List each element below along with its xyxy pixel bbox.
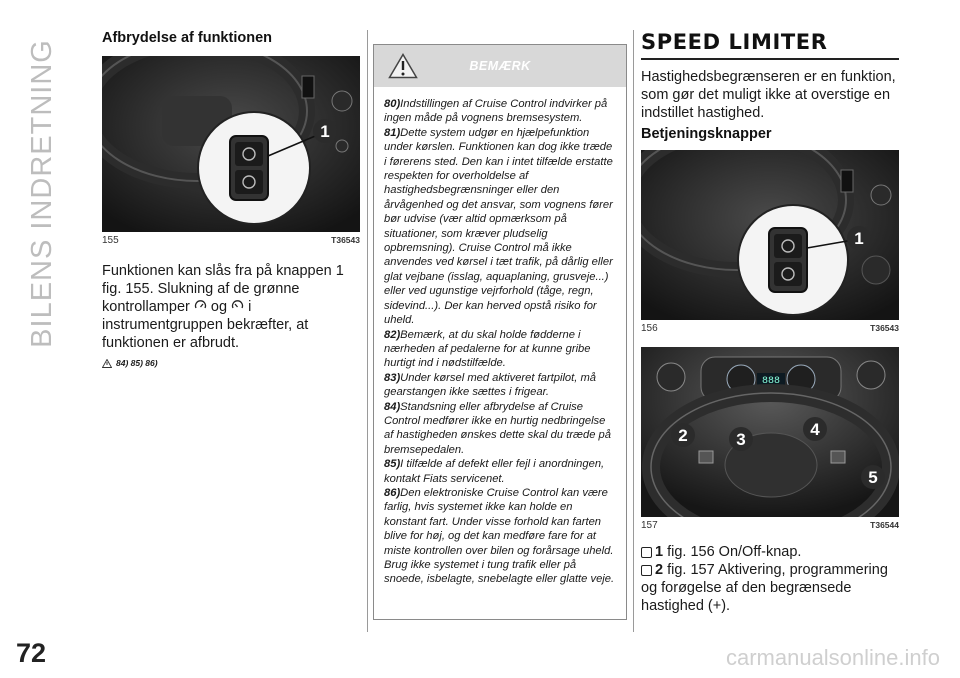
figure-number: 156 (641, 323, 658, 334)
steering-wheel-closeup-image (102, 56, 360, 232)
legend-list (641, 543, 899, 615)
note-header (374, 45, 626, 87)
watermark: carmanualsonline.info (725, 645, 940, 670)
column-note (373, 44, 627, 620)
callout-3: 3 (736, 430, 746, 449)
warning-references: 84) 85) 86) (102, 358, 360, 368)
warning-triangle-icon (388, 53, 418, 79)
figure-caption (641, 323, 899, 334)
figure-157 (641, 347, 899, 517)
figure-156 (641, 150, 899, 320)
paragraph-line-with-icons: kontrollamper og i (102, 299, 252, 315)
callout-1: 1 (854, 229, 864, 248)
section-heading: Afbrydelse af funktionen (102, 30, 272, 46)
paragraph (102, 262, 360, 352)
cluster-display: 888 (761, 376, 781, 387)
note-item: 83)Under kørsel med aktiveret fartpilot, må gearstangen ikke sættes i frigear. (384, 371, 597, 399)
warning-icon (102, 359, 112, 368)
checkbox-bullet-icon (641, 565, 652, 576)
note-item: 85)I tilfælde af defekt eller fejl i anordningen, kontakt Fiats servicenet. (384, 458, 605, 485)
paragraph-line: Funktionen kan slås fra på knappen 1 fig. 155. Slukning af de grønne (102, 263, 344, 297)
legend-item: 1 fig. 156 On/Off-knap. (641, 543, 899, 561)
note-item: 86)Den elektroniske Cruise Control kan være farlig, hvis systemet ikke kan holde en konstant fart. Under visse forhold kan farten blive for høj, og det kan medføre fare for at miste kontrollen over bilen og forårsage uheld. Brug ikke systemet i tung trafik eller på snoede, isbelagte, snebelagte eller glatte veje. (384, 486, 615, 586)
note-item: 84)Standsning eller afbrydelse af Cruise Control medfører ikke en hurtig nedbringelse af hastigheden ønskes dette skal du træde på bremsepedalen. (384, 400, 612, 456)
column-speed-limiter (641, 30, 899, 615)
figure-155 (102, 56, 360, 232)
figure-caption (102, 235, 360, 246)
figure-number: 157 (641, 520, 658, 531)
figure-code: T36544 (870, 520, 899, 530)
figure-number: 155 (102, 235, 119, 246)
paragraph-line: instrumentgruppen bekræfter, at funktionen er afbrudt. (102, 317, 309, 351)
checkbox-bullet-icon (641, 547, 652, 558)
steering-wheel-controls-image (641, 347, 899, 517)
column-divider-right (633, 30, 634, 632)
callout-5: 5 (868, 468, 878, 487)
legend-continuation: og forøgelse af den begrænsede hastighed (+). (641, 580, 852, 614)
on-off-button-image (641, 150, 899, 320)
note-item: 81)Dette system udgør en hjælpefunktion under kørslen. Funktionen kan dog ikke træde i førerens sted. Den kan i intet tilfælde erstatte respekten for overholdelse af hastighedsbegrænsninger eller den årvågenhed og det ansvar, som vognens fører bør udvise (vær altid opmærksom på situationer, som kræver pludselig opbremsning). Cruise Control må ikke anvendes ved kørsel i tæt trafik, på dårlig eller glat vejbane (isslag, aquaplaning, grusveje...) eller ved ugunstige vejrforhold (tåge, regn, sidevind...). Der kan herved opstå risiko for uheld. (384, 126, 613, 327)
figure-caption (641, 520, 899, 531)
section-side-title: BILENS INDRETNING (25, 38, 58, 348)
note-body (374, 87, 626, 587)
cruise-control-lamp-icon (194, 299, 207, 311)
column-divider-left (367, 30, 368, 632)
callout-4: 4 (810, 420, 820, 439)
page-number: 72 (16, 638, 47, 668)
title-rule (641, 58, 899, 60)
callout-1: 1 (320, 122, 330, 141)
note-item: 82)Bemærk, at du skal holde fødderne i nærheden af pedalerne for at kunne gribe hurtigt ind i nødstilfælde. (384, 328, 591, 370)
column-disable-function (102, 30, 360, 368)
note-box (373, 44, 627, 620)
subheading: Betjeningsknapper (641, 126, 772, 142)
intro-paragraph: Hastighedsbegrænseren er en funktion, som gør det muligt ikke at overstige en indstillet hastighed. (641, 69, 896, 121)
legend-item: 2 fig. 157 Aktivering, programmering (641, 561, 899, 579)
figure-code: T36543 (870, 323, 899, 333)
figure-code: T36543 (331, 235, 360, 245)
callout-2: 2 (678, 426, 688, 445)
section-title: SPEED LIMITER (641, 30, 828, 54)
note-title: BEMÆRK (469, 59, 531, 73)
speed-limiter-lamp-icon (231, 299, 244, 311)
note-item: 80)Indstillingen af Cruise Control indvirker på ingen måde på vognens bremsesystem. (384, 98, 608, 125)
